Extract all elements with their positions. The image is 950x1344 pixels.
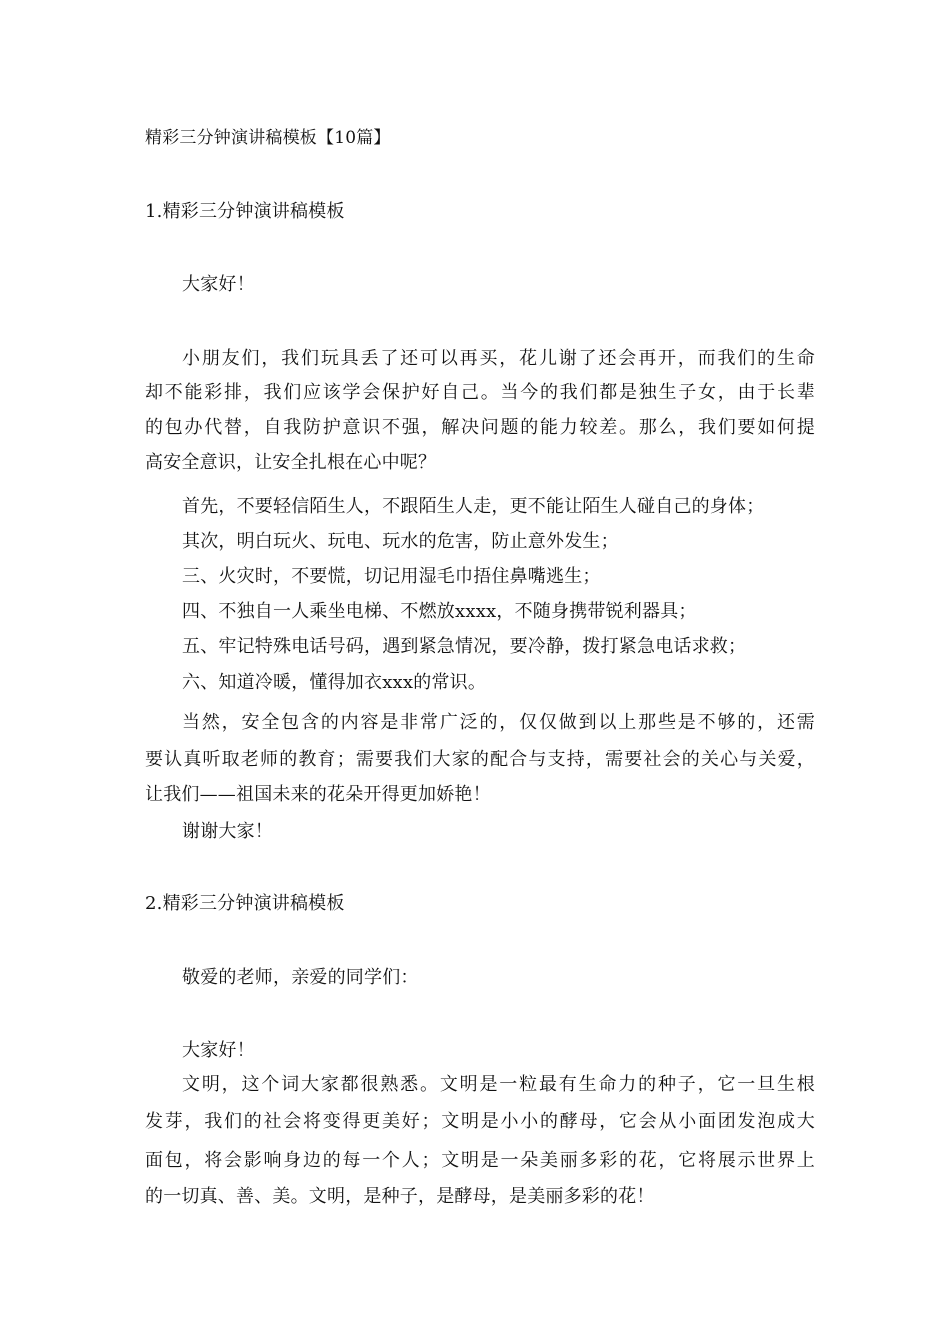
document-title: 精彩三分钟演讲稿模板【10篇】 xyxy=(145,128,391,148)
section-1-list-item: 首先，不要轻信陌生人，不跟陌生人走，更不能让陌生人碰自己的身体； xyxy=(182,496,765,517)
section-2-heading: 2.精彩三分钟演讲稿模板 xyxy=(145,893,345,914)
section-1-paragraph-line: 让我们——祖国未来的花朵开得更加娇艳！ xyxy=(145,784,491,805)
section-1-list-item: 其次，明白玩火、玩电、玩水的危害，防止意外发生； xyxy=(182,531,619,552)
section-1-list-item: 五、牢记特殊电话号码，遇到紧急情况，要冷静，拨打紧急电话求救； xyxy=(182,636,747,657)
section-1-paragraph-line: 要认真听取老师的教育；需要我们大家的配合与支持，需要社会的关心与关爱， xyxy=(145,749,815,770)
section-2-paragraph-line: 面包，将会影响身边的每一个人；文明是一朵美丽多彩的花，它将展示世界上 xyxy=(145,1150,815,1171)
section-2-salutation: 敬爱的老师，亲爱的同学们： xyxy=(182,967,419,988)
section-1-closing: 谢谢大家！ xyxy=(182,821,273,842)
section-2-greeting: 大家好！ xyxy=(182,1040,255,1061)
section-2-paragraph-line: 发芽，我们的社会将变得更美好；文明是小小的酵母，它会从小面团发泡成大 xyxy=(145,1111,815,1132)
section-2-paragraph-line: 文明，这个词大家都很熟悉。文明是一粒最有生命力的种子，它一旦生根 xyxy=(182,1074,815,1095)
section-1-list-item: 四、不独自一人乘坐电梯、不燃放xxxx，不随身携带锐利器具； xyxy=(182,601,697,622)
section-1-heading: 1.精彩三分钟演讲稿模板 xyxy=(145,201,345,222)
section-1-list-item: 三、火灾时，不要慌，切记用湿毛巾捂住鼻嘴逃生； xyxy=(182,566,601,587)
section-1-paragraph-line: 高安全意识，让安全扎根在心中呢？ xyxy=(145,452,437,473)
section-1-paragraph-line: 的包办代替，自我防护意识不强，解决问题的能力较差。那么，我们要如何提 xyxy=(145,417,815,438)
section-1-greeting: 大家好！ xyxy=(182,274,255,295)
section-1-paragraph-line: 却不能彩排，我们应该学会保护好自己。当今的我们都是独生子女，由于长辈 xyxy=(145,382,815,403)
section-1-list-item: 六、知道冷暖，懂得加衣xxx的常识。 xyxy=(182,672,487,693)
section-2-paragraph-line: 的一切真、善、美。文明，是种子，是酵母，是美丽多彩的花！ xyxy=(145,1186,655,1207)
section-1-paragraph-line: 当然，安全包含的内容是非常广泛的，仅仅做到以上那些是不够的，还需 xyxy=(182,712,815,733)
section-1-paragraph-line: 小朋友们，我们玩具丢了还可以再买，花儿谢了还会再开，而我们的生命 xyxy=(182,348,815,369)
